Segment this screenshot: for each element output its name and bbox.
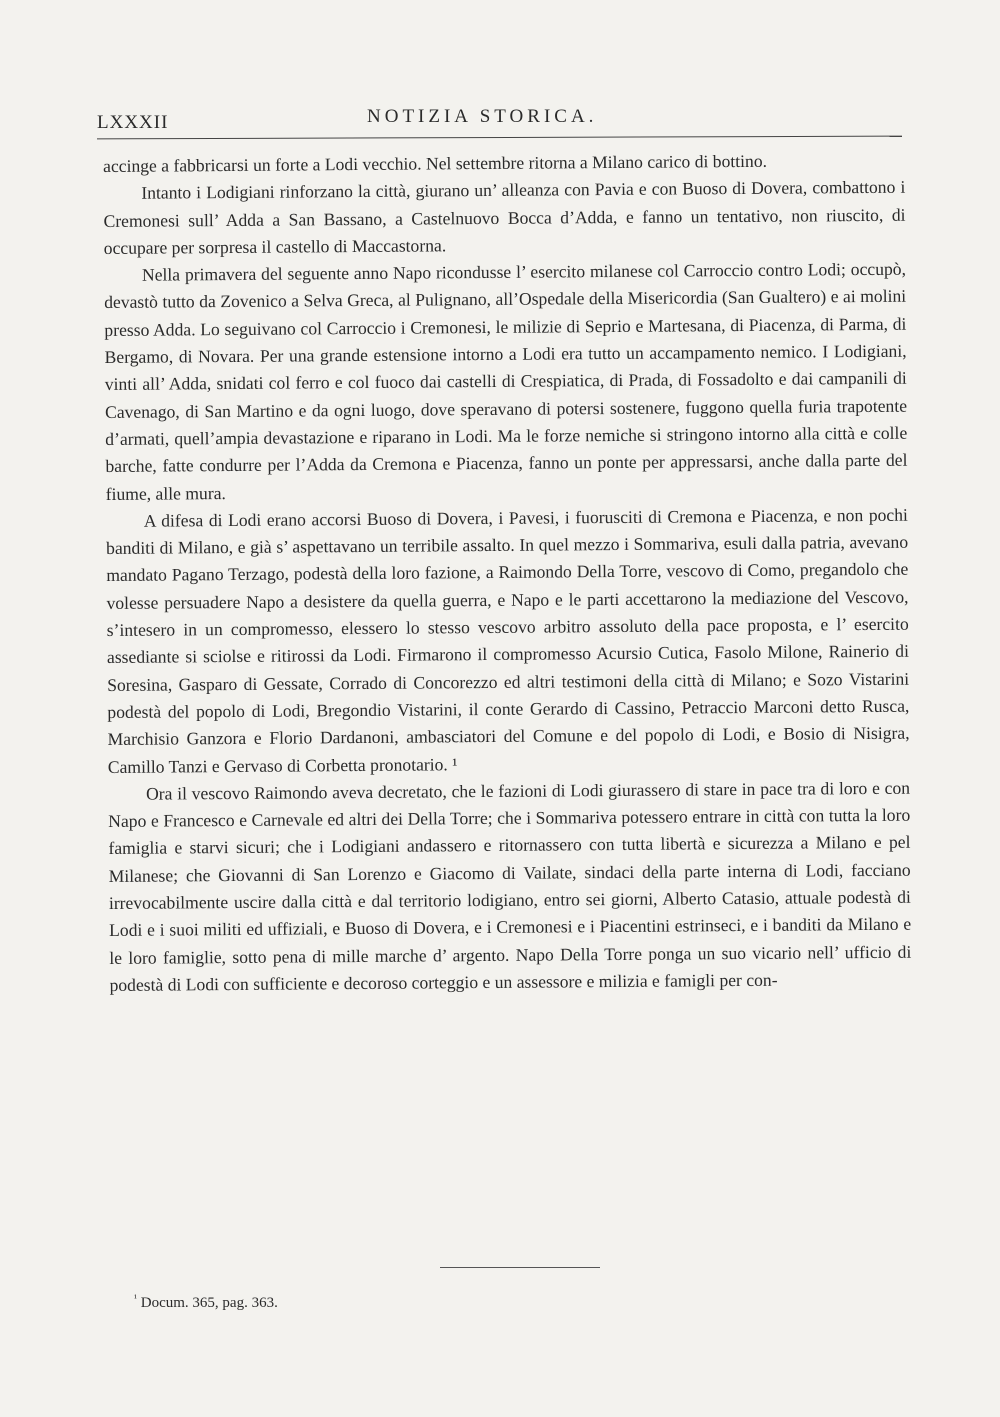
body-text [103, 147, 912, 999]
paragraph: Ora il vescovo Raimondo aveva decretato, che le fazioni di Lodi giurassero di stare in pace tra di loro e con Napo e Francesco e Carnevale ed altri dei Della Torre; che i Sommariva potessero entrare in città con tutta la loro famiglia e starvi sicuri; che i Lodigiani andassero e ritornassero con tutta libertà e sicurezza a Milano e pel Milanese; che Giovanni di San Lorenzo e Giacomo di Vailate, sindaci della parte interna di Lodi, facciano irrevocabilmente uscire dalla città e dal territorio lodigiano, entro sei giorni, Alberto Catasio, attuale podestà di Lodi e i suoi militi ed uffiziali, e Buoso di Dovera, e i Cremonesi e i Piacentini estrinseci, e i banditi da Milano e le loro famiglie, sotto pena di mille marche d’ argento. Napo Della Torre ponga un suo vicario nell’ ufficio di podestà di Lodi con sufficiente e decoroso corteggio e un assessore e milizia e famigli per con- [108, 777, 912, 995]
running-title: NOTIZIA STORICA. [367, 106, 598, 127]
footnote-rule [440, 1267, 600, 1268]
paragraph: Intanto i Lodigiani rinforzano la città, giurano un’ alleanza con Pavia e con Buoso di Dovera, combattono i Cremonesi sull’ Adda a San Bassano, a Castelnuovo Bocca d’Adda, e fanno un tentativo, non riuscito, di occupare per sorpresa il castello di Maccastorna. [103, 176, 906, 258]
paragraph: A difesa di Lodi erano accorsi Buoso di Dovera, i Pavesi, i fuorusciti di Cremona e Piacenza, e non pochi banditi di Milano, e già s’ aspettavano un terribile assalto. In quel mezzo i Sommariva, esuli dalla patria, avevano mandato Pagano Terzago, podestà della loro fazione, a Raimondo Della Torre, vescovo di Como, pregandolo che volesse persuadere Napo a desistere da quella guerra, e Napo e le parti accettarono la mediazione del Vescovo, s’intesero in un compromesso, elessero lo stesso vescovo arbitro assoluto della pace proposta, e l’ esercito assediante si sciolse e ritirossi da Lodi. Firmarono il compromesso Acursio Cutica, Fasolo Milone, Rainerio di Soresina, Gasparo di Gessate, Corrado di Concorezzo ed altri testimoni della città di Milano; e Sozo Vistarini podestà del popolo di Lodi, Bregondio Vistarini, il conte Gerardo di Cassino, Petraccio Marconi detto Rusca, Marchisio Ganzora e Florio Dardanoni, ambasciatori del Comune e del popolo di Lodi, e Bosio di Nisigra, Camillo Tanzi e Gervaso di Corbetta pronotario. ¹ [106, 504, 910, 777]
page-header [97, 104, 902, 134]
footnote-text: Docum. 365, pag. 363. [140, 1295, 278, 1311]
paragraph-continuation: accinge a fabbricarsi un forte a Lodi vecchio. Nel settembre ritorna a Milano carico di bottino. [103, 150, 768, 176]
footnote [134, 1293, 278, 1312]
footnote-marker: ¹ [134, 1293, 137, 1304]
page-number: LXXXII [97, 112, 169, 133]
header-rule [97, 136, 902, 140]
paragraph: Nella primavera del seguente anno Napo ricondusse l’ esercito milanese col Carroccio contro Lodi; occupò, devastò tutto da Zovenico a Selva Greca, al Pulignano, all’Ospedale della Misericordia (San Gualtero) e ai molini presso Adda. Lo seguivano col Carroccio i Cremonesi, le milizie di Seprio e Martesana, di Piacenza, di Parma, di Bergamo, di Novara. Per una grande estensione intorno a Lodi era tutto un accampamento nemico. I Lodigiani, vinti all’ Adda, snidati col ferro e col fuoco dai castelli di Crespiatica, di Prada, di Fossadolto e dai campanili di Cavenago, di San Martino e da ogni luogo, dove speravano di potersi sostenere, fuggono quella furia trapotente d’armati, quell’ampia devastazione e riparano in Lodi. Ma le forze nemiche si stringono intorno alla città e colle barche, fatte condurre per l’Adda da Cremona e Piacenza, fanno un ponte per appressarsi, anche dalla parte del fiume, alle mura. [104, 258, 908, 504]
